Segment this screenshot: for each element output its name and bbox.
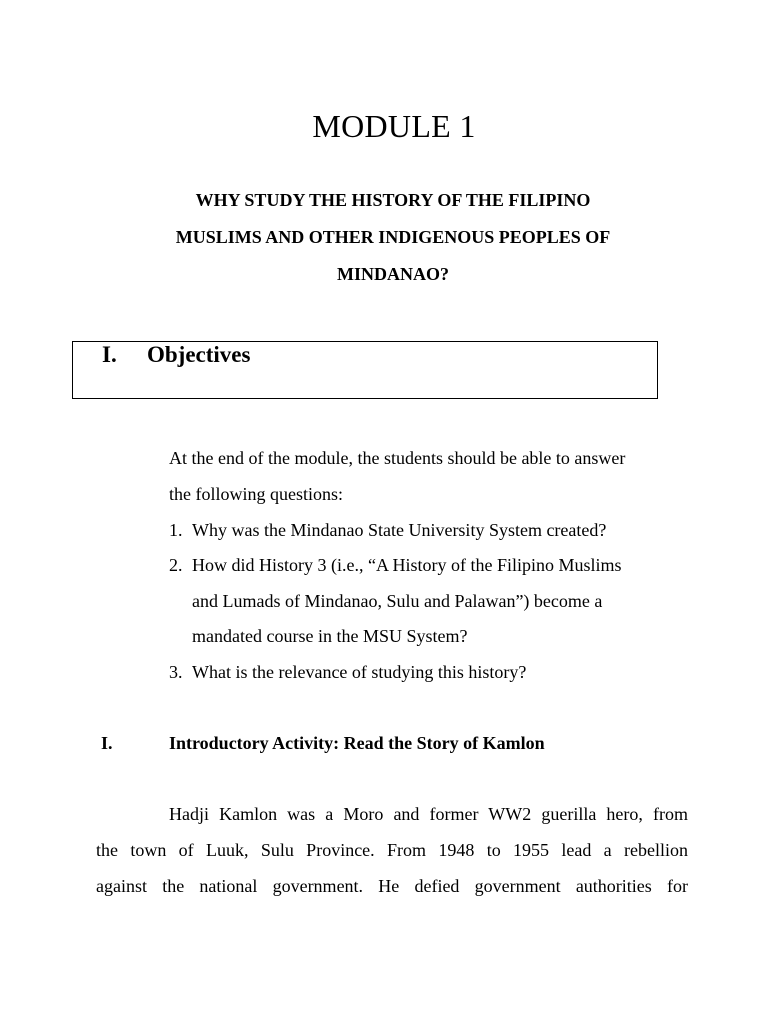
question-text: mandated course in the MSU System? bbox=[192, 626, 468, 646]
question-number: 2. bbox=[169, 555, 183, 575]
module-title: MODULE 1 bbox=[312, 108, 476, 144]
subtitle-line: MUSLIMS AND OTHER INDIGENOUS PEOPLES OF bbox=[175, 227, 611, 247]
objectives-intro-line: the following questions: bbox=[169, 484, 343, 504]
story-paragraph bbox=[96, 796, 688, 904]
subtitle-line: MINDANAO? bbox=[337, 264, 449, 284]
question-text: How did History 3 (i.e., “A History of the Filipino Muslims bbox=[192, 555, 622, 575]
module-subtitle bbox=[150, 182, 636, 293]
question-number: 3. bbox=[169, 662, 183, 682]
objectives-heading: Objectives bbox=[147, 342, 251, 367]
question-text: What is the relevance of studying this history? bbox=[192, 662, 527, 682]
story-line: against the national government. He defied government authorities for bbox=[96, 876, 688, 896]
story-line: the town of Luuk, Sulu Province. From 1948 to 1955 lead a rebellion bbox=[96, 840, 688, 860]
objectives-numeral: I. bbox=[102, 342, 117, 367]
objectives-intro-line: At the end of the module, the students should be able to answer bbox=[169, 448, 626, 468]
activity-numeral: I. bbox=[101, 733, 113, 753]
question-text: and Lumads of Mindanao, Sulu and Palawan”) become a bbox=[192, 591, 603, 611]
question-text: Why was the Mindanao State University System created? bbox=[192, 520, 607, 540]
subtitle-line: WHY STUDY THE HISTORY OF THE FILIPINO bbox=[195, 190, 591, 210]
story-line: Hadji Kamlon was a Moro and former WW2 guerilla hero, from bbox=[169, 804, 688, 824]
question-number: 1. bbox=[169, 520, 183, 540]
activity-heading: Introductory Activity: Read the Story of Kamlon bbox=[169, 733, 545, 753]
